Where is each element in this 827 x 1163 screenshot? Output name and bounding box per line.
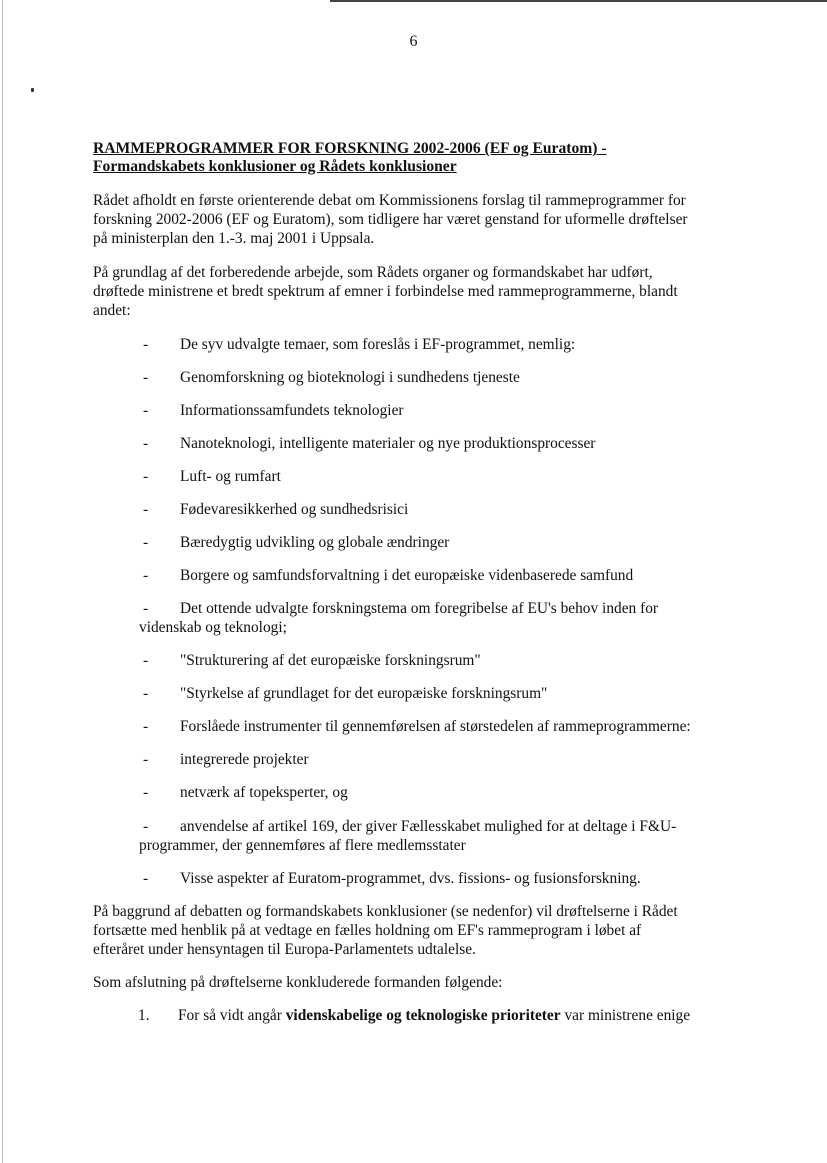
outcome-line: På baggrund af debatten og formandskabets konklusioner (se nedenfor) vil drøftelserne i Rådet — [93, 903, 678, 920]
list-item-text: Genomforskning og bioteknologi i sundhedens tjeneste — [180, 369, 520, 386]
list-dash: - — [143, 369, 149, 386]
numbered-item-text — [178, 1006, 690, 1025]
list-dash: - — [143, 784, 149, 801]
margin-mark — [31, 88, 34, 92]
list-dash: - — [143, 818, 149, 835]
list-item-text: Bæredygtig udvikling og globale ændringer — [180, 534, 450, 551]
discussion-line: På grundlag af det forberedende arbejde, som Rådets organer og formandskabet har udført, — [93, 264, 653, 281]
list-item-text: Fødevaresikkerhed og sundhedsrisici — [180, 501, 409, 518]
list-item-text: anvendelse af artikel 169, der giver Fællesskabet mulighed for at deltage i F&U- — [180, 818, 677, 835]
list-item-continuation: programmer, der gennemføres af flere medlemsstater — [139, 837, 466, 854]
numbered-text-post: var ministrene enige — [560, 1007, 691, 1024]
list-item-text: Informationssamfundets teknologier — [180, 402, 404, 419]
list-dash: - — [143, 435, 149, 452]
discussion-line: andet: — [93, 302, 131, 319]
list-item-continuation: videnskab og teknologi; — [139, 619, 287, 636]
section-title-line-2: Formandskabets konklusioner og Rådets konklusioner — [93, 158, 457, 175]
outcome-paragraph — [93, 902, 753, 959]
list-dash: - — [143, 402, 149, 419]
list-dash: - — [143, 501, 149, 518]
list-item-text: integrerede projekter — [180, 751, 309, 768]
list-item-text: Luft- og rumfart — [180, 468, 281, 485]
intro-paragraph — [93, 191, 753, 248]
list-dash: - — [143, 534, 149, 551]
list-dash: - — [143, 751, 149, 768]
discussion-line: drøftede ministrene et bredt spektrum af emner i forbindelse med rammeprogrammerne, blandt — [93, 283, 678, 300]
section-title — [93, 140, 733, 176]
list-item-text: Nanoteknologi, intelligente materialer og nye produktionsprocesser — [180, 435, 596, 452]
scan-edge-line — [2, 0, 3, 1163]
intro-line: Rådet afholdt en første orienterende debat om Kommissionens forslag til rammeprogrammer for — [93, 192, 686, 209]
intro-line: forskning 2002-2006 (EF og Euratom), som tidligere har været genstand for uformelle drøftelser — [93, 211, 688, 228]
list-dash: - — [143, 468, 149, 485]
list-item-text: netværk af topeksperter, og — [180, 784, 348, 801]
list-item-text: Forslåede instrumenter til gennemførelsen af størstedelen af rammeprogrammerne: — [180, 718, 691, 735]
conclusion-intro: Som afslutning på drøftelserne konkluderede formanden følgende: — [93, 974, 503, 991]
page-number: 6 — [409, 33, 418, 50]
list-dash: - — [143, 652, 149, 669]
list-dash: - — [143, 336, 149, 353]
list-item-text: Borgere og samfundsforvaltning i det europæiske videnbaserede samfund — [180, 567, 634, 584]
discussion-paragraph — [93, 263, 753, 320]
intro-line: på ministerplan den 1.-3. maj 2001 i Uppsala. — [93, 230, 375, 247]
list-dash: - — [143, 870, 149, 887]
list-dash: - — [143, 718, 149, 735]
numbered-text-pre: For så vidt angår — [178, 1007, 286, 1024]
numbered-text-bold: videnskabelige og teknologiske prioriteter — [285, 1007, 561, 1024]
item-number: 1. — [138, 1007, 150, 1024]
list-item-text: Det ottende udvalgte forskningstema om foregribelse af EU's behov inden for — [180, 600, 659, 617]
outcome-line: fortsætte med henblik på at vedtage en fælles holdning om EF's rammeprogram i løbet af — [93, 922, 642, 939]
list-dash: - — [143, 567, 149, 584]
list-item-text: De syv udvalgte temaer, som foreslås i EF-programmet, nemlig: — [180, 336, 576, 353]
list-item-text: "Styrkelse af grundlaget for det europæiske forskningsrum" — [180, 685, 548, 702]
list-dash: - — [143, 600, 149, 617]
section-title-line-1: RAMMEPROGRAMMER FOR FORSKNING 2002-2006 (EF og Euratom) - — [93, 140, 607, 157]
scan-artifact-line — [330, 0, 827, 2]
list-dash: - — [143, 685, 149, 702]
outcome-line: efteråret under hensyntagen til Europa-Parlamentets udtalelse. — [93, 941, 476, 958]
list-item-text: "Strukturering af det europæiske forskningsrum" — [180, 652, 481, 669]
list-item-text: Visse aspekter af Euratom-programmet, dvs. fissions- og fusionsforskning. — [180, 870, 641, 887]
